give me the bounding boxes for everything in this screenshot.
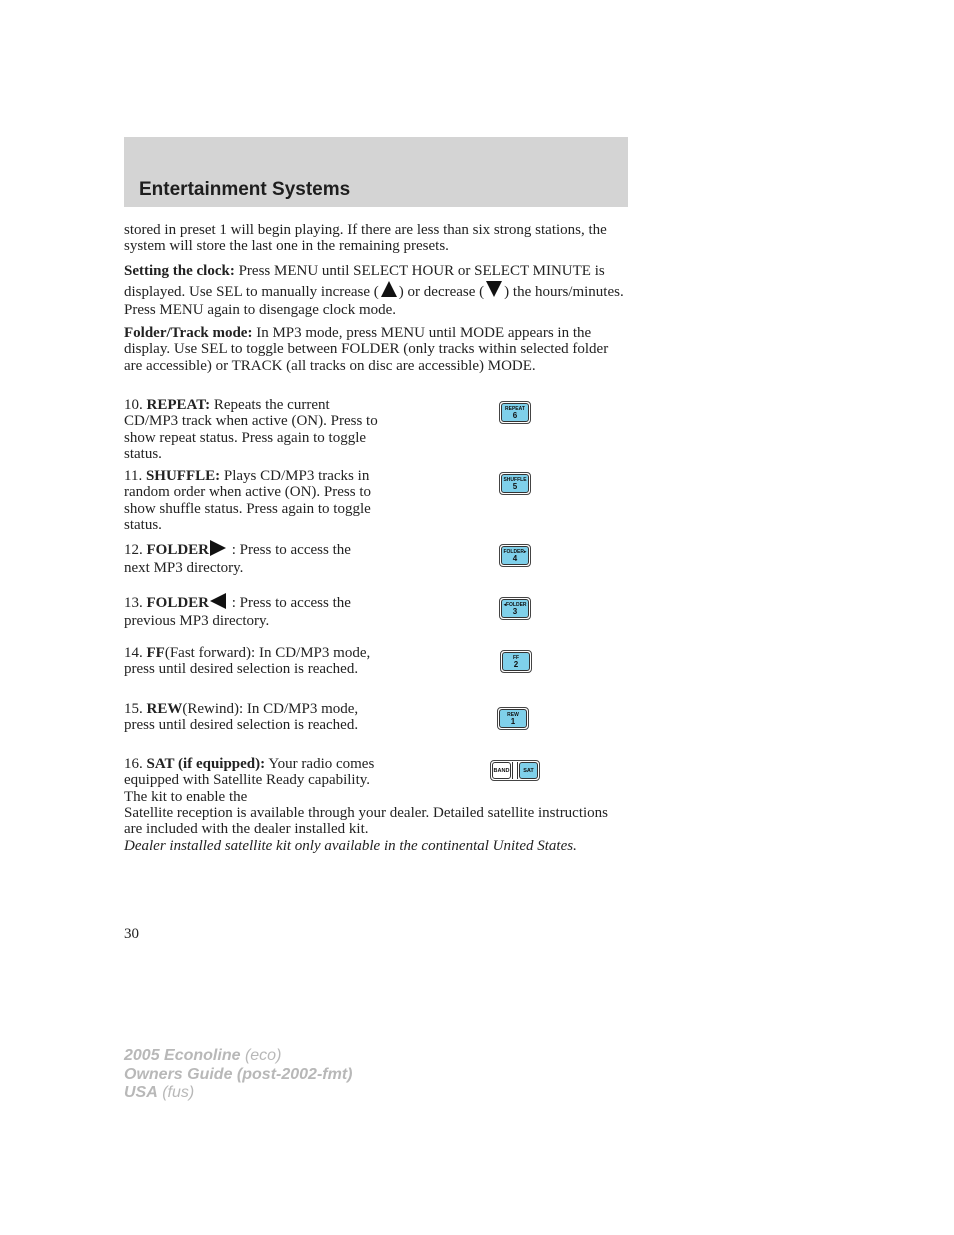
list-item — [124, 540, 379, 577]
item-number: 14. — [124, 645, 147, 661]
footer-model: 2005 Econoline — [124, 1047, 241, 1064]
footer-line-1 — [124, 1047, 352, 1066]
item-label: REW — [146, 701, 183, 717]
list-item — [124, 756, 379, 805]
item-text: (Rewind): In CD/MP3 mode, press until desired selection is reached. — [124, 701, 359, 734]
item-number: 15. — [124, 701, 147, 717]
button-caption: FF — [512, 654, 520, 661]
left-arrow-icon — [210, 593, 226, 609]
band-button[interactable]: BAND — [492, 762, 511, 779]
clock-label: Setting the clock: — [124, 263, 235, 279]
item-label: SHUFFLE: — [145, 468, 221, 484]
footer-guide: Owners Guide (post-2002-fmt) — [124, 1065, 353, 1083]
button-caption: FOLDER▸ — [503, 548, 527, 555]
shuffle-button[interactable] — [499, 472, 531, 495]
item-number: 13. — [124, 595, 147, 611]
button-caption: ◂FOLDER — [503, 601, 527, 608]
item-text: : Press to access the previous MP3 directory. — [124, 595, 351, 629]
item-text: Plays CD/MP3 tracks in random order when active (ON). Press to show shuffle status. Press again to toggle status. — [124, 468, 372, 534]
folder-track-label: Folder/Track mode: — [124, 325, 253, 341]
button-caption: SHUFFLE — [503, 476, 527, 483]
list-item — [124, 593, 379, 630]
right-arrow-icon — [210, 540, 226, 556]
down-arrow-icon — [486, 281, 502, 297]
up-arrow-icon — [381, 281, 397, 297]
item-number: 11. — [124, 468, 146, 484]
list-item — [124, 468, 379, 534]
intro-paragraph: stored in preset 1 will begin playing. If there are less than six strong stations, the system will store the last one in the remaining presets. — [124, 222, 607, 255]
footer-region: USA — [124, 1084, 158, 1101]
folder-track-paragraph — [124, 325, 628, 374]
section-title: Entertainment Systems — [139, 179, 351, 200]
footer-region-code: (fus) — [157, 1084, 195, 1101]
clock-text-c: ) the hours/minutes. Press MENU again to disengage clock mode. — [124, 283, 624, 318]
item-label: SAT (if equipped): — [146, 756, 266, 772]
button-divider — [512, 762, 518, 779]
clock-paragraph — [124, 262, 628, 320]
button-number: 2 — [513, 659, 519, 669]
clock-text-a: Press MENU until SELECT HOUR or SELECT MINUTE is displayed. Use SEL to manually increase ( — [124, 263, 605, 300]
folder-next-button[interactable] — [499, 544, 531, 567]
footer-line-3 — [124, 1084, 352, 1103]
list-item — [124, 397, 379, 463]
folder-previous-button[interactable] — [499, 597, 531, 620]
sat-note: Dealer installed satellite kit only available in the continental United States. — [124, 838, 577, 854]
item-text: (Fast forward): In CD/MP3 mode, press until desired selection is reached. — [124, 645, 371, 678]
repeat-button[interactable] — [499, 401, 531, 424]
document-footer — [124, 1047, 352, 1103]
button-number: 4 — [512, 553, 518, 563]
footer-model-code: (eco) — [240, 1047, 282, 1064]
item-label: FF — [146, 645, 165, 661]
page-number: 30 — [124, 926, 139, 942]
sat-continuation: Satellite reception is available through your dealer. Detailed satellite instructions are included with the dealer installed kit. — [124, 805, 609, 838]
item-text: : Press to access the next MP3 directory. — [124, 542, 351, 576]
button-number: 6 — [512, 410, 518, 420]
button-caption: REW — [507, 711, 519, 718]
item-label: FOLDER — [146, 542, 210, 558]
clock-text-b: ) or decrease ( — [398, 283, 485, 300]
button-number: 1 — [510, 716, 516, 726]
sat-button[interactable]: SAT — [519, 762, 538, 779]
list-item — [124, 645, 379, 678]
item-number: 10. — [124, 397, 147, 413]
button-number: 5 — [512, 481, 518, 491]
item-text: Your radio comes equipped with Satellite Ready capability. The kit to enable the — [124, 756, 375, 805]
button-number: 3 — [512, 606, 518, 616]
item-label: FOLDER — [146, 595, 210, 611]
list-item — [124, 701, 379, 734]
rew-button[interactable] — [497, 707, 529, 730]
item-label: REPEAT: — [146, 397, 211, 413]
item-number: 12. — [124, 542, 147, 558]
ff-button[interactable] — [500, 650, 532, 673]
button-caption: REPEAT — [505, 405, 525, 412]
item-text: Repeats the current CD/MP3 track when active (ON). Press to show repeat status. Press again to toggle status. — [124, 397, 378, 463]
section-header — [124, 137, 628, 207]
footer-line-2 — [124, 1066, 352, 1085]
folder-track-text: In MP3 mode, press MENU until MODE appears in the display. Use SEL to toggle between FOLDER (only tracks within selected folder are accessible) or TRACK (all tracks on disc are accessible) MODE. — [124, 325, 609, 374]
band-sat-button[interactable] — [490, 760, 540, 781]
item-number: 16. — [124, 756, 147, 772]
